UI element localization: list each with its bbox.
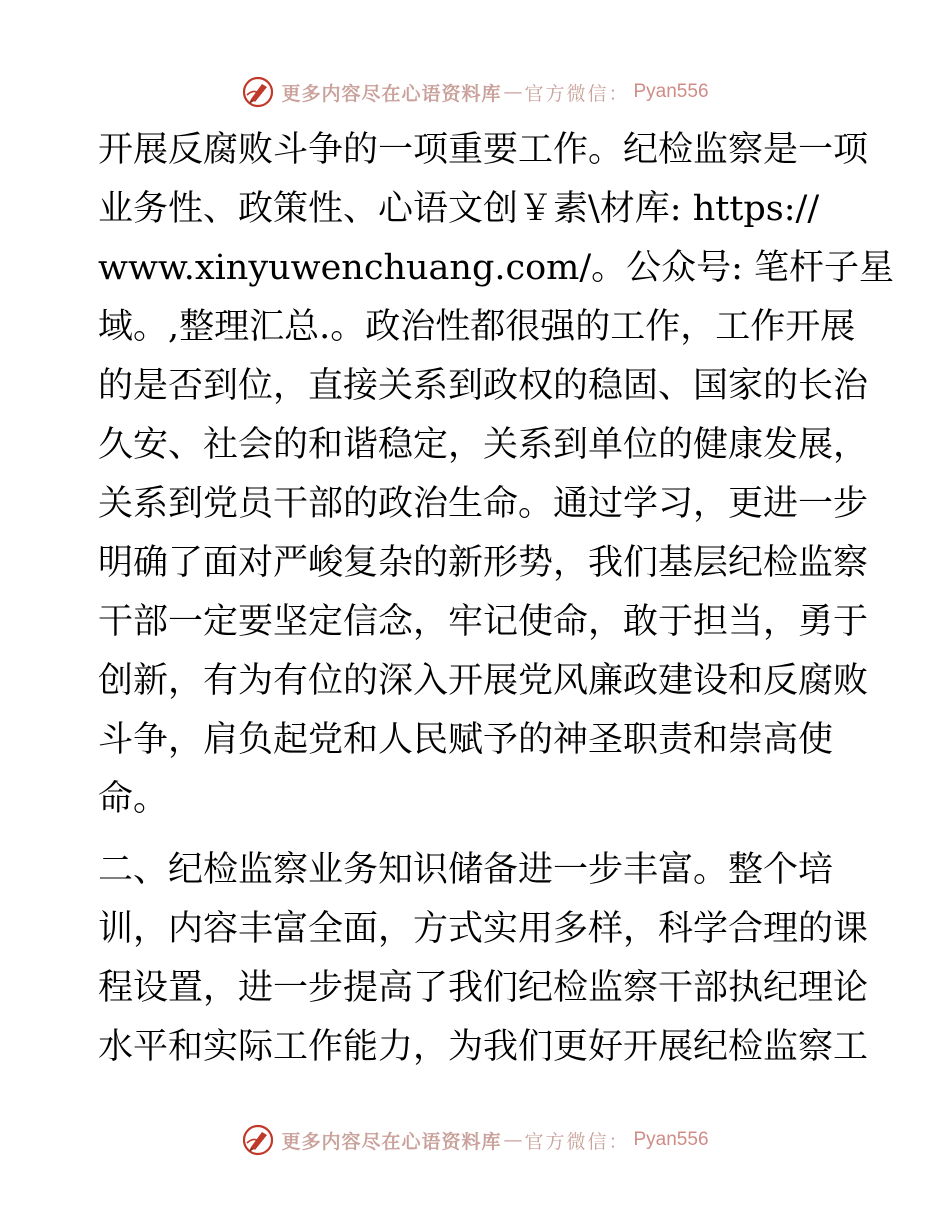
header-separator: — [503, 81, 523, 103]
header-banner [0, 72, 950, 112]
header-wechat-label: 官方微信： [524, 82, 630, 105]
footer-separator: — [503, 1129, 523, 1151]
text-line: 干部一定要坚定信念，牢记使命，敢于担当，勇于 [98, 602, 869, 642]
text-line: 程设置，进一步提高了我们纪检监察干部执纪理论 [98, 968, 869, 1008]
paragraph-2 [98, 841, 869, 1077]
footer-slogan: 更多内容尽在心语资料库 [281, 1130, 502, 1153]
text-line: 水平和实际工作能力，为我们更好开展纪检监察工 [98, 1027, 869, 1067]
text-line: 创新，有为有位的深入开展党风廉政建设和反腐败 [98, 661, 869, 701]
footer-banner [0, 1120, 950, 1160]
header-wechat-id: Pyan556 [633, 81, 709, 102]
text-line: www.xinyuwenchuang.com/。公众号: 笔杆子星 [98, 248, 895, 288]
text-line: 开展反腐败斗争的一项重要工作。纪检监察是一项 [98, 130, 869, 170]
header-slogan: 更多内容尽在心语资料库 [281, 82, 502, 105]
pen-nib-logo-icon [241, 75, 275, 109]
text-line: 命。 [98, 779, 169, 819]
text-line: 域。,整理汇总.。政治性都很强的工作，工作开展 [98, 307, 856, 347]
text-line: 的是否到位，直接关系到政权的稳固、国家的长治 [98, 366, 869, 406]
text-line: 业务性、政策性、心语文创￥素\材库: https:// [98, 189, 820, 229]
footer-wechat-label: 官方微信： [524, 1130, 630, 1153]
text-line: 训，内容丰富全面，方式实用多样，科学合理的课 [98, 909, 869, 949]
text-line: 久安、社会的和谐稳定，关系到单位的健康发展， [98, 425, 869, 465]
text-line: 斗争，肩负起党和人民赋予的神圣职责和崇高使 [98, 720, 834, 760]
body-text [98, 121, 895, 1077]
paragraph-gap [98, 829, 850, 841]
text-line: 二、纪检监察业务知识储备进一步丰富。整个培 [98, 850, 834, 890]
text-line: 关系到党员干部的政治生命。通过学习，更进一步 [98, 484, 869, 524]
text-line: 明确了面对严峻复杂的新形势，我们基层纪检监察 [98, 543, 869, 583]
paragraph-1 [98, 121, 895, 829]
pen-nib-logo-icon [241, 1123, 275, 1157]
footer-wechat-id: Pyan556 [633, 1129, 709, 1150]
